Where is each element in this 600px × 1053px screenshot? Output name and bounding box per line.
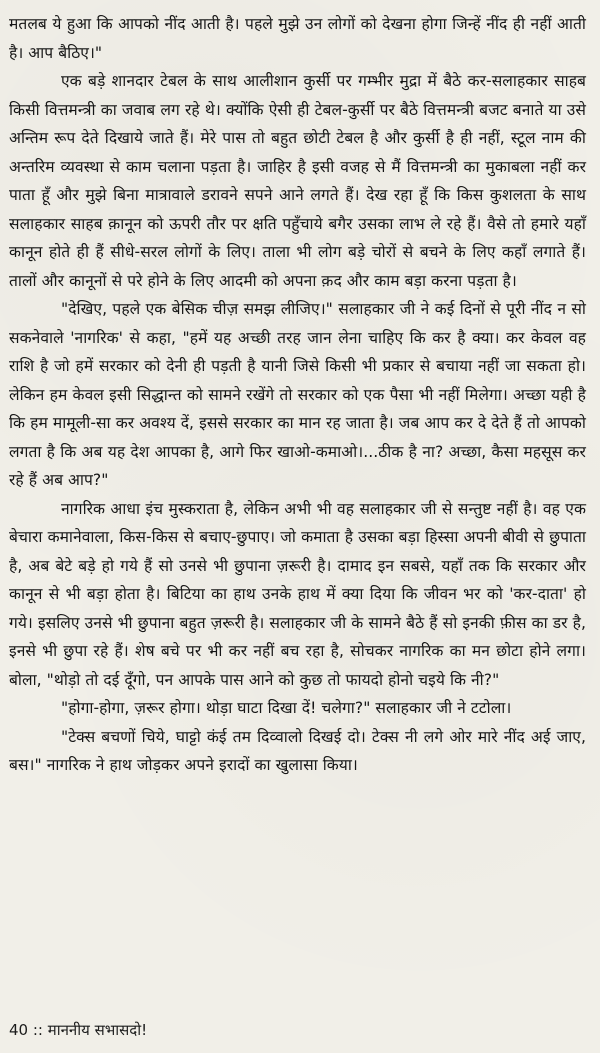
paragraph-1: मतलब ये हुआ कि आपको नींद आती है। पहले मुझे उन लोगों को देखना होगा जिन्हें नींद ही नहीं आती है। आप बैठिए।" (9, 15, 586, 62)
paragraph-5: "होगा-होगा, ज़रूर होगा। थोड़ा घाटा दिखा दें! चलेगा?" सलाहकार जी ने टटोला। (61, 699, 512, 717)
paragraph-6: "टेक्स बचणों चिये, घाट्टो कंई तम दिव्वालो दिखई दो। टेक्स नी लगे ओर मारे नींद अई जाए, बस।" नागरिक ने हाथ जोड़कर अपने इरादों का खुलासा किया। (9, 727, 586, 774)
paragraph-4: नागरिक आधा इंच मुस्कराता है, लेकिन अभी भी वह सलाहकार जी से सन्तुष्ट नहीं है। वह एक बेचारा कमानेवाला, किस-किस से बचाए-छुपाए। जो कमाता है उसका बड़ा हिस्सा अपनी बीवी से छुपाता है, अब बेटे बड़े हो गये हैं सो उनसे भी छुपाना ज़रूरी है। दामाद इन सबसे, यहाँ तक कि सरकार और कानून से भी बड़ा होता है। बिटिया का हाथ उनके हाथ में क्या दिया कि जीवन भर को 'कर-दाता' हो गये। इसलिए उनसे भी छुपाना बहुत ज़रूरी है। सलाहकार जी के सामने बैठे हैं सो इनकी फ़ीस का डर है, इनसे भी छुपा रहे हैं। शेष बचे पर भी कर नहीं बच रहा है, सोचकर नागरिक का मन छोटा होने लगा। बोला, "थोड़ो तो दई दूँगो, पन आपके पास आने को कुछ तो फायदो होनो चइये कि नी?" (9, 499, 586, 689)
page-body-text (9, 10, 586, 780)
paragraph-2: एक बड़े शानदार टेबल के साथ आलीशान कुर्सी पर गम्भीर मुद्रा में बैठे कर-सलाहकार साहब किसी वित्तमन्त्री का जवाब लग रहे थे। क्योंकि ऐसी ही टेबल-कुर्सी पर बैठे वित्तमन्त्री बजट बनाते या उसे अन्तिम रूप देते दिखाये जाते हैं। मेरे पास तो बहुत छोटी टेबल है और कुर्सी है ही नहीं, स्टूल नाम की अन्तरिम व्यवस्था से काम चलाना पड़ता है। जाहिर है इसी वजह से मैं वित्तमन्त्री का मुकाबला नहीं कर पाता हूँ और मुझे बिना मात्रावाले डरावने सपने आने लगते हैं। देख रहा हूँ कि किस कुशलता के साथ सलाहकार साहब क़ानून को ऊपरी तौर पर क्षति पहुँचाये बगैर उसका लाभ ले रहे हैं। वैसे तो हमारे यहाँ कानून होते ही हैं सीधे-सरल लोगों के लिए। ताला भी लोग बड़े चोरों से बचने के लिए कहाँ लगाते हैं। तालों और कानूनों से परे होने के लिए आदमी को अपना क़द और काम बड़ा करना पड़ता है। (9, 72, 586, 290)
paragraph-3: "देखिए, पहले एक बेसिक चीज़ समझ लीजिए।" सलाहकार जी ने कई दिनों से पूरी नींद न सो सकनेवाले 'नागरिक' से कहा, "हमें यह अच्छी तरह जान लेना चाहिए कि कर है क्या। कर केवल वह राशि है जो हमें सरकार को देनी ही पड़ती है यानी जिसे किसी भी प्रकार से बचाया नहीं जा सकता हो। लेकिन हम केवल इसी सिद्धान्त को सामने रखेंगे तो सरकार को एक पैसा भी नहीं मिलेगा। अच्छा यही है कि हम मामूली-सा कर अवश्य दें, इससे सरकार का मान रह जाता है। जब आप कर दे देते हैं तो आपको लगता है कि अब यह देश आपका है, आगे फिर खाओ-कमाओ।...ठीक है ना? अच्छा, कैसा महसूस कर रहे हैं अब आप?" (9, 300, 586, 489)
page-footer: 40 :: माननीय सभासदो! (9, 1021, 148, 1039)
